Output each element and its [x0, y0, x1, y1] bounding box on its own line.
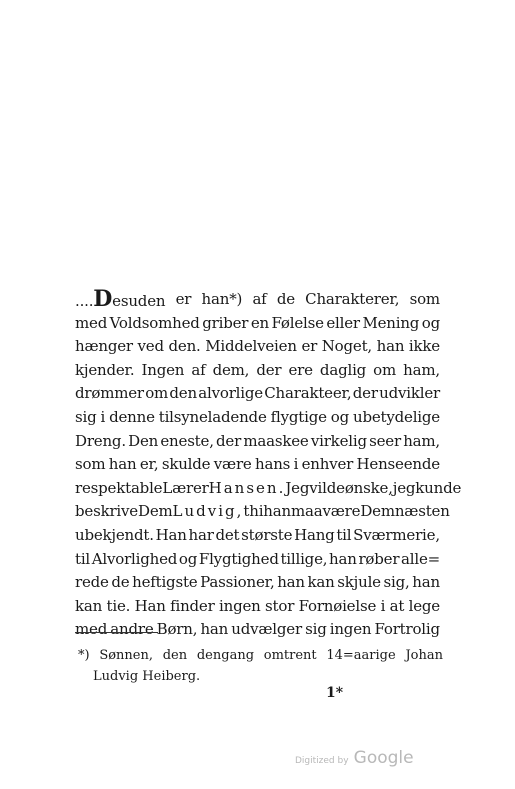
word: være: [213, 455, 252, 474]
word: respektable: [75, 478, 163, 497]
word: Alvorlighed: [91, 549, 178, 568]
text-line: [75, 524, 440, 548]
word: Dem: [360, 502, 395, 521]
text-line: [75, 571, 440, 595]
text-line: [75, 359, 440, 383]
text-line: [75, 453, 440, 477]
word: den: [169, 384, 197, 403]
word: griber: [202, 313, 249, 332]
word: beskrive: [75, 502, 138, 521]
word: virkelig: [310, 431, 367, 450]
word: Henseende: [356, 455, 440, 474]
word: dem,: [212, 360, 250, 379]
text-line: [75, 406, 440, 430]
word: *): [78, 648, 90, 663]
word: alle=: [401, 549, 440, 568]
word: den: [162, 648, 188, 663]
text-line: [75, 477, 462, 501]
word: Middelveien: [205, 337, 297, 356]
word: han*): [201, 290, 243, 308]
word: de: [276, 290, 295, 308]
word: udvikler: [379, 384, 440, 403]
word: næsten: [394, 502, 450, 521]
word: kjender.: [75, 360, 135, 379]
word: Fortrolig: [374, 620, 440, 639]
word: eller: [326, 313, 360, 332]
word: i: [380, 596, 386, 615]
word: og: [421, 313, 440, 332]
word: og: [330, 407, 349, 426]
word: har: [188, 525, 214, 544]
word: sig: [75, 407, 97, 426]
word: en: [250, 313, 269, 332]
footnote-rule: [75, 632, 158, 633]
word: er,: [139, 455, 159, 474]
word: Hansen.: [208, 478, 286, 497]
word: ingen: [219, 596, 261, 615]
word: udvælger: [231, 620, 302, 639]
word: Børn,: [156, 620, 198, 639]
watermark-prefix: Digitized by: [295, 756, 349, 766]
word: Mening: [362, 313, 420, 332]
word: Sværmerie,: [353, 525, 440, 544]
word: og: [178, 549, 198, 568]
word: være: [322, 502, 361, 521]
word: der: [216, 431, 242, 450]
word: sig,: [383, 573, 410, 592]
word: med: [75, 313, 108, 332]
word: der: [256, 360, 282, 379]
word: omtrent: [263, 648, 317, 663]
word: største: [241, 525, 293, 544]
word: daglig: [319, 360, 367, 379]
word: heftigste: [132, 573, 198, 592]
word: som: [75, 455, 106, 474]
word: 14=aarige: [326, 648, 396, 663]
word: dengang: [196, 648, 255, 663]
word: Jeg: [285, 478, 310, 497]
footnote: [78, 645, 443, 687]
word: thi: [243, 502, 264, 521]
word: han: [263, 502, 291, 521]
word: ubetydelige: [352, 407, 440, 426]
word: Sønnen,: [99, 648, 153, 663]
word: ved: [137, 337, 164, 356]
text-line: [75, 312, 440, 336]
word: Flygtighed: [198, 549, 279, 568]
word: skulde: [161, 455, 211, 474]
word: som: [409, 290, 440, 308]
word: Charakteer,: [264, 384, 352, 403]
word: ønske,: [344, 478, 393, 497]
word: tilsyneladende: [158, 407, 267, 426]
word: tillige,: [280, 549, 328, 568]
initial-letter: D: [93, 286, 113, 312]
word: ham,: [403, 360, 440, 379]
word: Noget,: [321, 337, 372, 356]
word: hans: [255, 455, 291, 474]
word: om: [145, 384, 169, 403]
word: eneste,: [160, 431, 214, 450]
word: med: [75, 620, 108, 639]
word: Lærer: [162, 478, 209, 497]
word: alvorlige: [198, 384, 263, 403]
text-line: [75, 618, 440, 642]
word: han: [376, 337, 405, 356]
word: Han: [155, 525, 187, 544]
word: ubekjendt.: [75, 525, 154, 544]
word: kan: [75, 596, 103, 615]
word: rede: [75, 573, 109, 592]
google-logo: Google: [353, 748, 414, 768]
word: maa: [290, 502, 323, 521]
word: Fornøielse: [298, 596, 377, 615]
text-line: [75, 500, 450, 524]
word: de: [111, 573, 130, 592]
word: finder: [170, 596, 215, 615]
word: ....Desuden: [75, 286, 166, 312]
word: maaskee: [243, 431, 309, 450]
word: er: [301, 337, 318, 356]
word: at: [389, 596, 405, 615]
word: ikke: [408, 337, 440, 356]
footnote-line: Ludvig Heiberg.: [93, 669, 201, 684]
word: Johan: [405, 648, 443, 663]
word: ere: [288, 360, 313, 379]
word: Ingen: [141, 360, 185, 379]
word: tie.: [106, 596, 131, 615]
word: drømmer: [75, 384, 144, 403]
word: stor: [265, 596, 295, 615]
text-line: [75, 288, 440, 312]
word: røber: [358, 549, 400, 568]
main-text-block: [75, 286, 462, 642]
word: han: [108, 455, 137, 474]
word: enhver: [301, 455, 354, 474]
text-line: [75, 548, 440, 572]
text-line: [75, 430, 440, 454]
word: Ludvig,: [172, 502, 244, 521]
word: skjule: [337, 573, 381, 592]
word: hænger: [75, 337, 133, 356]
word: kan: [307, 573, 335, 592]
word: Den: [128, 431, 159, 450]
word: i: [100, 407, 106, 426]
footnote-line: [78, 645, 443, 666]
word: der: [352, 384, 378, 403]
text-line: [75, 382, 440, 406]
word: er: [175, 290, 192, 308]
word: kunde: [415, 478, 462, 497]
word: lege: [408, 596, 440, 615]
word: Dreng.: [75, 431, 126, 450]
word: Dem: [138, 502, 173, 521]
word: han: [200, 620, 229, 639]
word: Charakterer,: [305, 290, 400, 308]
word: flygtige: [270, 407, 327, 426]
word: andre: [110, 620, 154, 639]
word: vilde: [309, 478, 345, 497]
word: Passioner,: [200, 573, 275, 592]
word: Han: [134, 596, 166, 615]
word: seer: [369, 431, 401, 450]
word: til: [75, 549, 91, 568]
word: jeg: [392, 478, 416, 497]
word: om: [373, 360, 397, 379]
word: til: [336, 525, 352, 544]
word: denne: [109, 407, 155, 426]
word: Voldsomhed: [109, 313, 200, 332]
digitized-by-watermark: [295, 748, 414, 768]
word: han: [329, 549, 357, 568]
word: han: [412, 573, 440, 592]
word: sig: [305, 620, 327, 639]
word: den.: [168, 337, 201, 356]
word: af: [252, 290, 267, 308]
word: ham,: [403, 431, 440, 450]
word: han: [277, 573, 305, 592]
word: ingen: [329, 620, 372, 639]
signature-mark: 1*: [326, 685, 344, 701]
word: i: [293, 455, 299, 474]
text-line: [75, 595, 440, 619]
word: af: [191, 360, 206, 379]
word: det: [215, 525, 240, 544]
text-line: [75, 335, 440, 359]
word: Følelse: [271, 313, 324, 332]
word: Hang: [294, 525, 335, 544]
